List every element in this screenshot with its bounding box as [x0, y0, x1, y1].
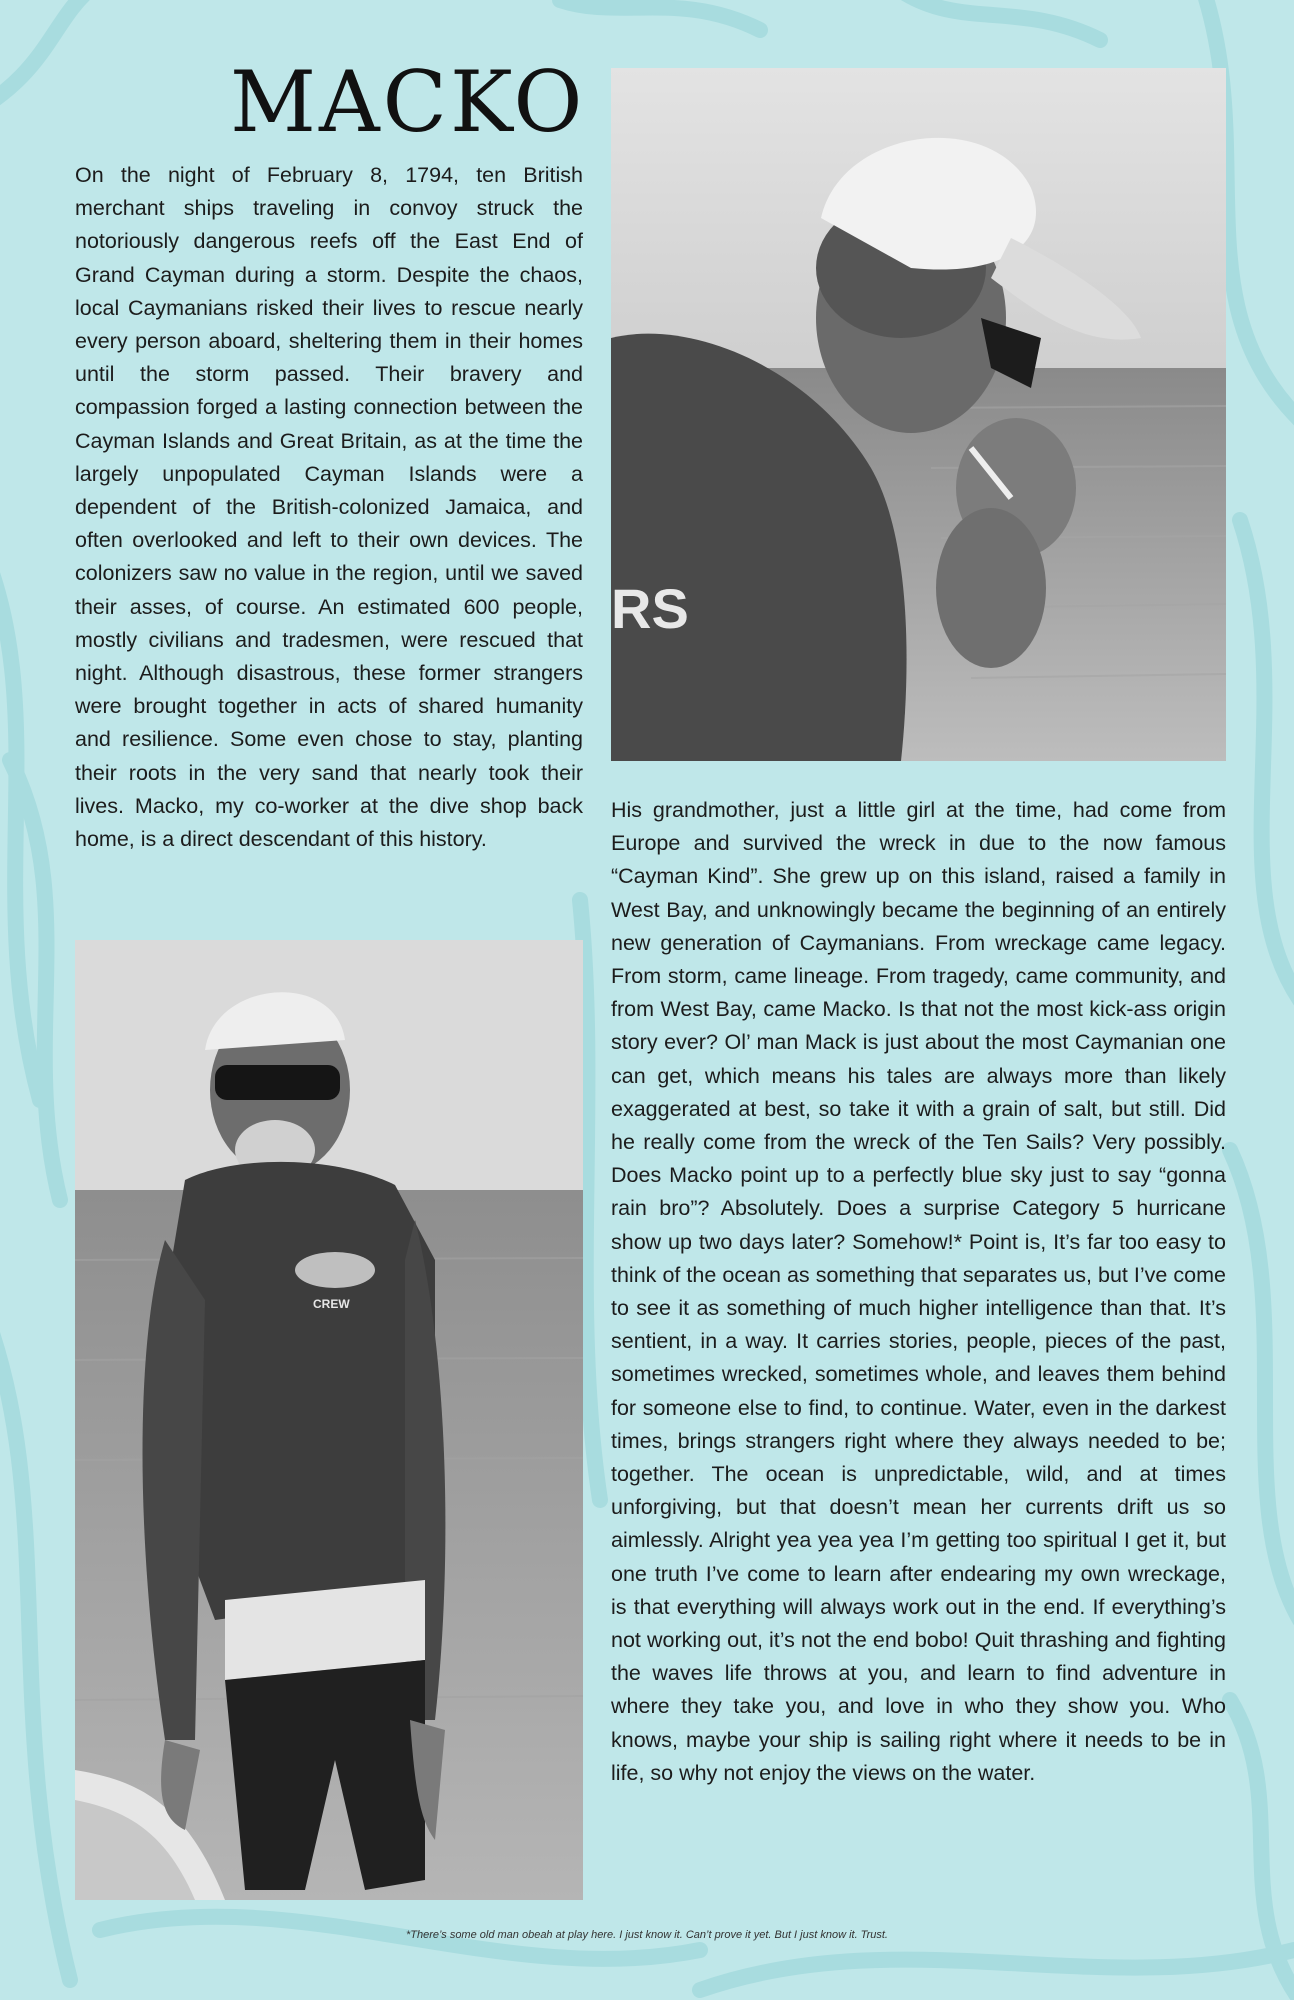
- page-title: MACKO: [230, 53, 586, 151]
- photo-man-lighting-cigarette: [611, 68, 1226, 761]
- intro-paragraph: On the night of February 8, 1794, ten British merchant ships traveling in convoy struck the notoriously dangerous reefs off the East End of Grand Cayman during a storm. Despite the chaos, local Caymanians risked their lives to rescue nearly every person aboard, sheltering them in their homes until the storm passed. Their bravery and compassion forged a lasting connection between the Cayman Islands and Great Britain, as at the time the largely unpopulated Cayman Islands were a dependent of the British-colonized Jamaica, and often overlooked and left to their own devices. The colonizers saw no value in the region, until we saved their asses, of course. An estimated 600 people, mostly civilians and tradesmen, were rescued that night. Although disastrous, these former strangers were brought together in acts of shared humanity and resilience. Some even chose to stay, planting their roots in the very sand that nearly took their lives. Macko, my co-worker at the dive shop back home, is a direct descendant of this history.: [75, 163, 583, 852]
- footnote: *There’s some old man obeah at play here. I just know it. Can’t prove it yet. But I just know it. Trust.: [406, 1929, 888, 1941]
- shirt-print-text: RS: [611, 577, 689, 640]
- story-paragraph: His grandmother, just a little girl at the time, had come from Europe and survived the wreck in due to the now famous “Cayman Kind”. She grew up on this island, raised a family in West Bay, and unknowingly became the beginning of an entirely new generation of Caymanians. From wreckage came legacy. From storm, came lineage. From tragedy, came community, and from West Bay, came Macko. Is that not the most kick-ass origin story ever? Ol’ man Mack is just about the most Caymanian one can get, which means his tales are always more than likely exaggerated at best, so take it with a grain of salt, but still. Did he really come from the wreck of the Ten Sails? Very possibly. Does Macko point up to a perfectly blue sky just to say “gonna rain bro”? Absolutely. Does a surprise Category 5 hurricane show up two days later? Somehow!* Point is, It’s far too easy to think of the ocean as something that separates us, but I’ve come to see it as something of much higher intelligence than that. It’s sentient, in a way. It carries stories, people, pieces of the past, sometimes wrecked, sometimes whole, and leaves them behind for someone else to find, to continue. Water, even in the darkest times, brings strangers right where they always needed to be; together. The ocean is unpredictable, wild, and at times unforgiving, but that doesn’t mean her currents drift us so aimlessly. Alright yea yea yea I’m getting too spiritual I get it, but one truth I’ve come to learn after endearing my own wreckage, is that everything will always work out in the end. If everything’s not working out, it’s not the end bobo! Quit thrashing and fighting the waves life throws at you, and learn to find adventure in where they take you, and love in who they show you. Who knows, maybe your ship is sailing right where it needs to be in life, so why not enjoy the views on the water.: [611, 798, 1226, 1785]
- photo-man-standing-portrait: [75, 940, 583, 1900]
- shirt-logo-text: CREW: [313, 1297, 350, 1311]
